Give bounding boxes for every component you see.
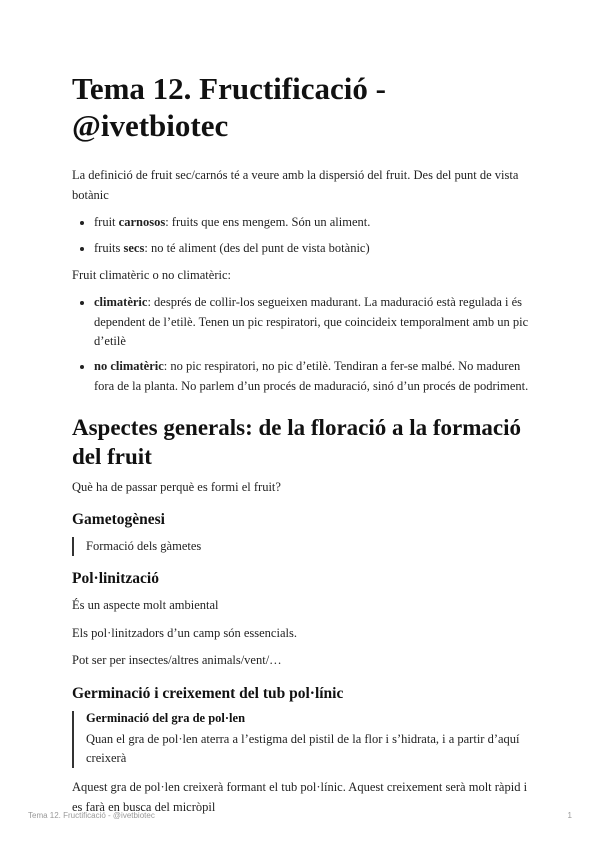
climateric-list — [72, 293, 532, 396]
intro-paragraph: La definició de fruit sec/carnós té a veure amb la dispersió del fruit. Des del punt de vista botànic — [72, 168, 519, 202]
climateric-intro: Fruit climatèric o no climatèric: — [72, 267, 231, 282]
paragraph: Els pol·linitzadors d’un camp són essencials. — [72, 625, 297, 640]
subsection-heading-gametogenesi: Gametogènesi — [72, 511, 165, 528]
list-item: • no climatèric: no pic respiratori, no pic d’etilè. Tendiran a fer-se malbé. No maduren fora de la planta. No parlem d’un procés de maduració, sinó d’un procés de podriment. — [94, 357, 532, 396]
list-item: • fruits secs: no té aliment (des del punt de vista botànic) — [94, 239, 532, 258]
section-question: Què ha de passar perquè es formi el fruit? — [72, 479, 281, 494]
page-title: Tema 12. Fructificació - @ivetbiotec — [72, 71, 386, 144]
paragraph: És un aspecte molt ambiental — [72, 598, 219, 613]
list-item: • fruit carnosos: fruits que ens mengem. Són un aliment. — [94, 213, 532, 232]
section-heading: Aspectes generals: de la floració a la formació del fruit — [72, 415, 522, 469]
quote-heading: Germinació del gra de pol·len — [86, 710, 246, 725]
quote-block — [72, 711, 532, 769]
page-number: 1 — [567, 811, 572, 820]
document-page — [72, 70, 532, 825]
fruit-types-list — [72, 213, 532, 258]
quote-block — [72, 537, 532, 556]
paragraph: Pot ser per insectes/altres animals/vent/… — [72, 653, 282, 668]
subsection-heading-pollinitzacio: Pol·linització — [72, 570, 159, 588]
paragraph: Aquest gra de pol·len creixerà formant el tub pol·línic. Aquest creixement serà molt ràpid i es farà en busca del micròpil — [72, 780, 528, 814]
page-footer — [28, 811, 572, 820]
quote-text: Quan el gra de pol·len aterra a l’estigma del pistil de la flor i s’hidrata, i a partir d’aquí creixerà — [86, 731, 520, 765]
footer-title: Tema 12. Fructificació - @ivetbiotec — [28, 811, 155, 820]
subsection-heading-germinacio: Germinació i creixement del tub pol·línic — [72, 684, 344, 702]
list-item: • climatèric: després de collir-los segueixen madurant. La maduració està regulada i és dependent de l’etilè. Tenen un pic respiratori, que coincideix temporalment amb un pic d’etilè — [94, 293, 532, 351]
quote-text: Formació dels gàmetes — [86, 539, 202, 553]
